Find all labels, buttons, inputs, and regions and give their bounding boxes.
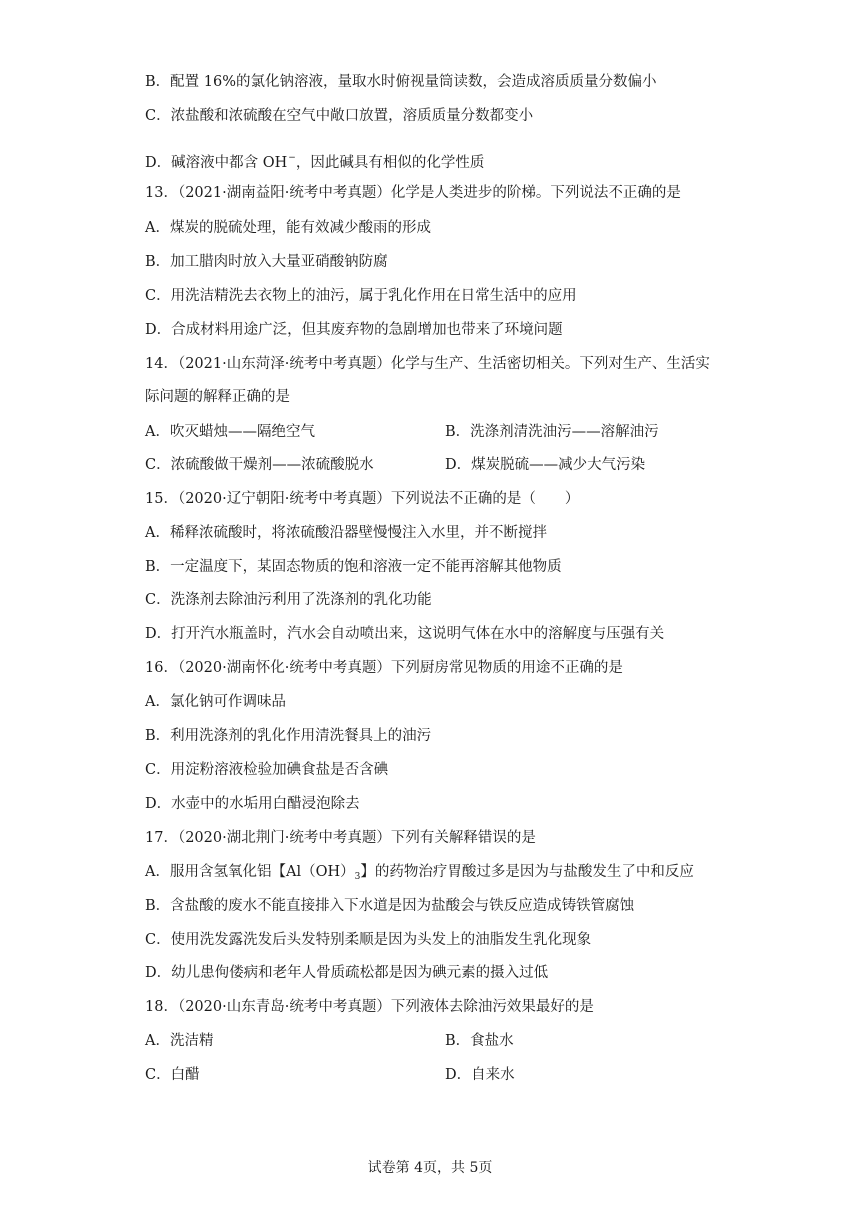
q16-stem: 16．（2020·湖南怀化·统考中考真题）下列厨房常见物质的用途不正确的是 xyxy=(145,660,623,676)
q13-stem: 13．（2021·湖南益阳·统考中考真题）化学是人类进步的阶梯。下列说法不正确的是 xyxy=(145,185,681,201)
q13-option-a: A．煤炭的脱硫处理，能有效减少酸雨的形成 xyxy=(145,220,431,236)
q18-stem: 18．（2020·山东青岛·统考中考真题）下列液体去除油污效果最好的是 xyxy=(145,999,594,1015)
q15-option-c: C．洗涤剂去除油污利用了洗涤剂的乳化功能 xyxy=(145,592,432,608)
q17-stem: 17．（2020·湖北荆门·统考中考真题）下列有关解释错误的是 xyxy=(145,830,536,846)
q18-option-b: B．食盐水 xyxy=(445,1033,514,1049)
q12-option-d-superscript: − xyxy=(288,153,296,163)
q14-option-a: A．吹灭蜡烛——隔绝空气 xyxy=(145,424,315,440)
q15-option-a: A．稀释浓硫酸时，将浓硫酸沿器壁慢慢注入水里，并不断搅拌 xyxy=(145,525,547,541)
q17-option-d: D．幼儿患佝偻病和老年人骨质疏松都是因为碘元素的摄入过低 xyxy=(145,965,549,981)
q12-option-b: B．配置 16%的氯化钠溶液，量取水时俯视量筒读数，会造成溶质质量分数偏小 xyxy=(145,74,657,90)
q17-option-a-text: A．服用含氢氧化铝【Al（OH） xyxy=(145,864,355,880)
q15-option-d: D．打开汽水瓶盖时，汽水会自动喷出来，这说明气体在水中的溶解度与压强有关 xyxy=(145,626,665,642)
q13-option-d: D．合成材料用途广泛，但其废弃物的急剧增加也带来了环境问题 xyxy=(145,322,563,338)
q18-option-d: D．自来水 xyxy=(445,1067,515,1083)
q14-stem-line2: 际问题的解释正确的是 xyxy=(145,389,290,405)
q17-option-a xyxy=(145,862,694,887)
q14-option-c: C．浓硫酸做干燥剂——浓硫酸脱水 xyxy=(145,457,374,473)
q15-stem: 15．（2020·辽宁朝阳·统考中考真题）下列说法不正确的是（ ） xyxy=(145,491,580,507)
q17-option-a-subscript: 3 xyxy=(354,872,361,882)
q17-option-c: C．使用洗发露洗发后头发特别柔顺是因为头发上的油脂发生乳化现象 xyxy=(145,932,592,948)
q12-option-d-text: D．碱溶液中都含 OH xyxy=(145,155,288,171)
q18-option-a: A．洗洁精 xyxy=(145,1033,214,1049)
q18-options-row1 xyxy=(145,1031,514,1051)
q15-option-b: B．一定温度下，某固态物质的饱和溶液一定不能再溶解其他物质 xyxy=(145,559,562,575)
q18-options-row2 xyxy=(145,1065,515,1085)
q14-options-row2 xyxy=(145,455,646,475)
q17-option-b: B．含盐酸的废水不能直接排入下水道是因为盐酸会与铁反应造成铸铁管腐蚀 xyxy=(145,898,635,914)
q13-option-c: C．用洗洁精洗去衣物上的油污，属于乳化作用在日常生活中的应用 xyxy=(145,288,577,304)
q12-option-d-text-end: ，因此碱具有相似的化学性质 xyxy=(295,155,485,171)
q14-options-row1 xyxy=(145,422,659,442)
q17-option-a-text-end: 】的药物治疗胃酸过多是因为与盐酸发生了中和反应 xyxy=(360,864,694,880)
q12-option-c: C．浓盐酸和浓硫酸在空气中敞口放置，溶质质量分数都变小 xyxy=(145,108,534,124)
q16-option-b: B．利用洗涤剂的乳化作用清洗餐具上的油污 xyxy=(145,728,432,744)
q16-option-a: A．氯化钠可作调味品 xyxy=(145,694,286,710)
q14-option-d: D．煤炭脱硫——减少大气污染 xyxy=(445,457,646,473)
q16-option-d: D．水壶中的水垢用白醋浸泡除去 xyxy=(145,796,360,812)
q12-option-d xyxy=(145,148,484,173)
q13-option-b: B．加工腊肉时放入大量亚硝酸钠防腐 xyxy=(145,254,388,270)
page-footer: 试卷第 4页，共 5页 xyxy=(367,1160,493,1176)
q16-option-c: C．用淀粉溶液检验加碘食盐是否含碘 xyxy=(145,762,389,778)
q14-option-b: B．洗涤剂清洗油污——溶解油污 xyxy=(445,424,659,440)
q14-stem-line1: 14．（2021·山东菏泽·统考中考真题）化学与生产、生活密切相关。下列对生产、生活实 xyxy=(145,356,710,372)
q18-option-c: C．白醋 xyxy=(145,1067,200,1083)
